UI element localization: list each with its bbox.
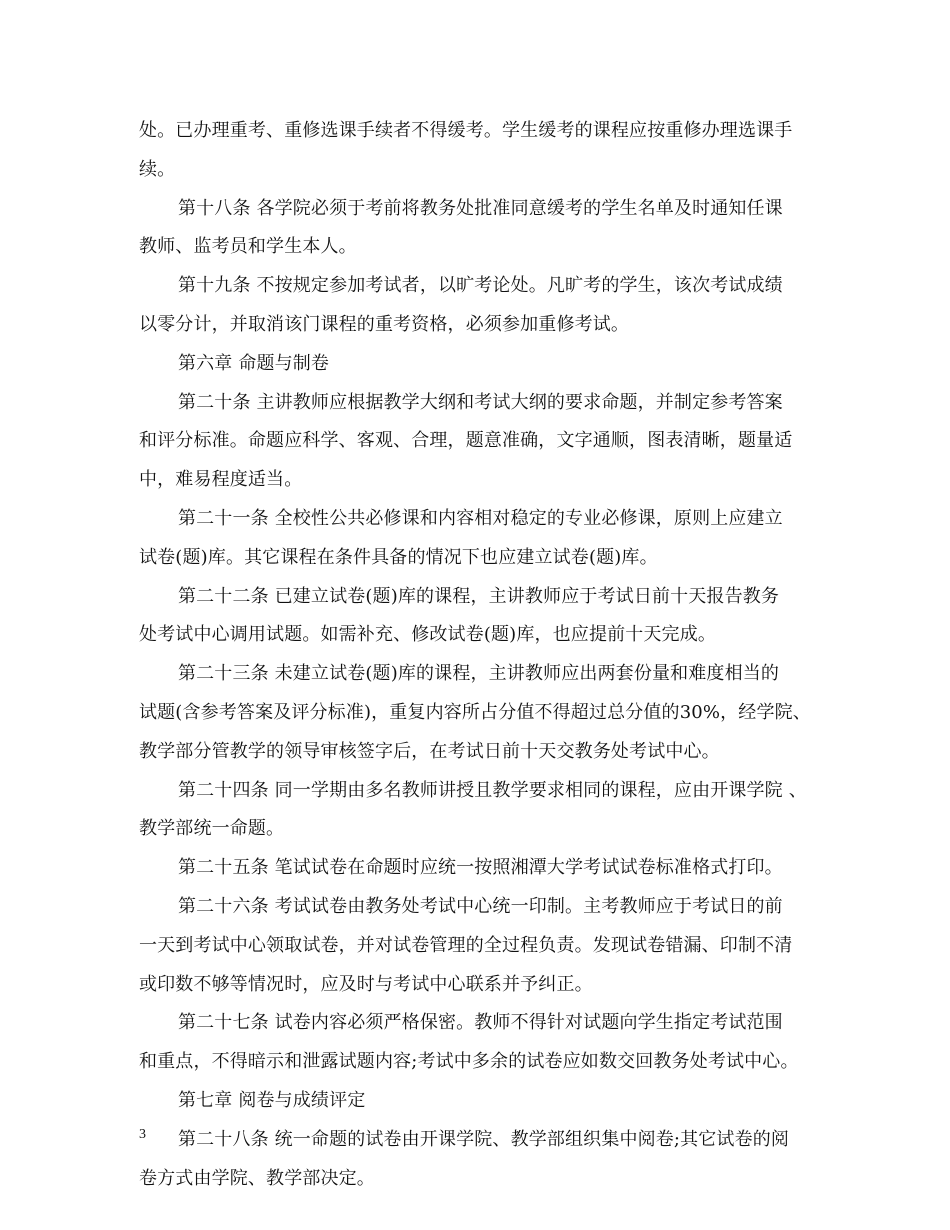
text-line: 教师、监考员和学生本人。 xyxy=(139,236,357,258)
text-line: 教学部统一命题。 xyxy=(139,818,285,840)
article-25: 第二十五条 笔试试卷在命题时应统一按照湘潭大学考试试卷标准格式打印。 xyxy=(178,857,783,879)
article-26: 第二十六条 考试试卷由教务处考试中心统一印制。主考教师应于考试日的前 xyxy=(178,895,783,917)
text-line: 续。 xyxy=(139,158,176,180)
article-23: 第二十三条 未建立试卷(题)库的课程，主讲教师应出两套份量和难度相当的 xyxy=(178,663,780,685)
document-body xyxy=(139,112,817,1198)
text-line: 以零分计，并取消该门课程的重考资格，必须参加重修考试。 xyxy=(139,313,630,335)
article-22: 第二十二条 已建立试卷(题)库的课程，主讲教师应于考试日前十天报告教务 xyxy=(178,585,780,607)
article-19: 第十九条 不按规定参加考试者，以旷考论处。凡旷考的学生，该次考试成绩 xyxy=(178,275,783,297)
article-18: 第十八条 各学院必须于考前将教务处批准同意缓考的学生名单及时通知任课 xyxy=(178,197,783,219)
page-number: 3 xyxy=(139,1127,146,1142)
text-line: 和重点，不得暗示和泄露试题内容;考试中多余的试卷应如数交回教务处考试中心。 xyxy=(139,1051,799,1073)
article-20: 第二十条 主讲教师应根据教学大纲和考试大纲的要求命题，并制定参考答案 xyxy=(178,391,783,413)
article-28: 第二十八条 统一命题的试卷由开课学院、教学部组织集中阅卷;其它试卷的阅 xyxy=(178,1128,790,1150)
chapter-6-heading: 第六章 命题与制卷 xyxy=(178,352,330,374)
text-line: 中，难易程度适当。 xyxy=(139,469,303,491)
text-line: 一天到考试中心领取试卷，并对试卷管理的全过程负责。发现试卷错漏、印制不清 xyxy=(139,934,793,956)
text-line: 或印数不够等情况时，应及时与考试中心联系并予纠正。 xyxy=(139,973,593,995)
article-24: 第二十四条 同一学期由多名教师讲授且教学要求相同的课程，应由开课学院 、 xyxy=(178,779,807,801)
article-27: 第二十七条 试卷内容必须严格保密。教师不得针对试题向学生指定考试范围 xyxy=(178,1012,783,1034)
text-line: 处考试中心调用试题。如需补充、修改试卷(题)库，也应提前十天完成。 xyxy=(139,624,716,646)
text-line: 试题(含参考答案及评分标准)，重复内容所占分值不得超过总分值的30%，经学院、 xyxy=(139,701,811,723)
text-line: 卷方式由学院、教学部决定。 xyxy=(139,1167,375,1189)
text-line: 试卷(题)库。其它课程在条件具备的情况下也应建立试卷(题)库。 xyxy=(139,546,658,568)
text-line: 处。已办理重考、重修选课手续者不得缓考。学生缓考的课程应按重修办理选课手 xyxy=(139,120,793,141)
chapter-7-heading: 第七章 阅卷与成绩评定 xyxy=(178,1089,366,1111)
article-21: 第二十一条 全校性公共必修课和内容相对稳定的专业必修课，原则上应建立 xyxy=(178,507,783,529)
text-line: 和评分标准。命题应科学、客观、合理，题意准确，文字通顺，图表清晰，题量适 xyxy=(139,430,793,452)
text-line: 教学部分管教学的领导审核签字后，在考试日前十天交教务处考试中心。 xyxy=(139,740,720,762)
